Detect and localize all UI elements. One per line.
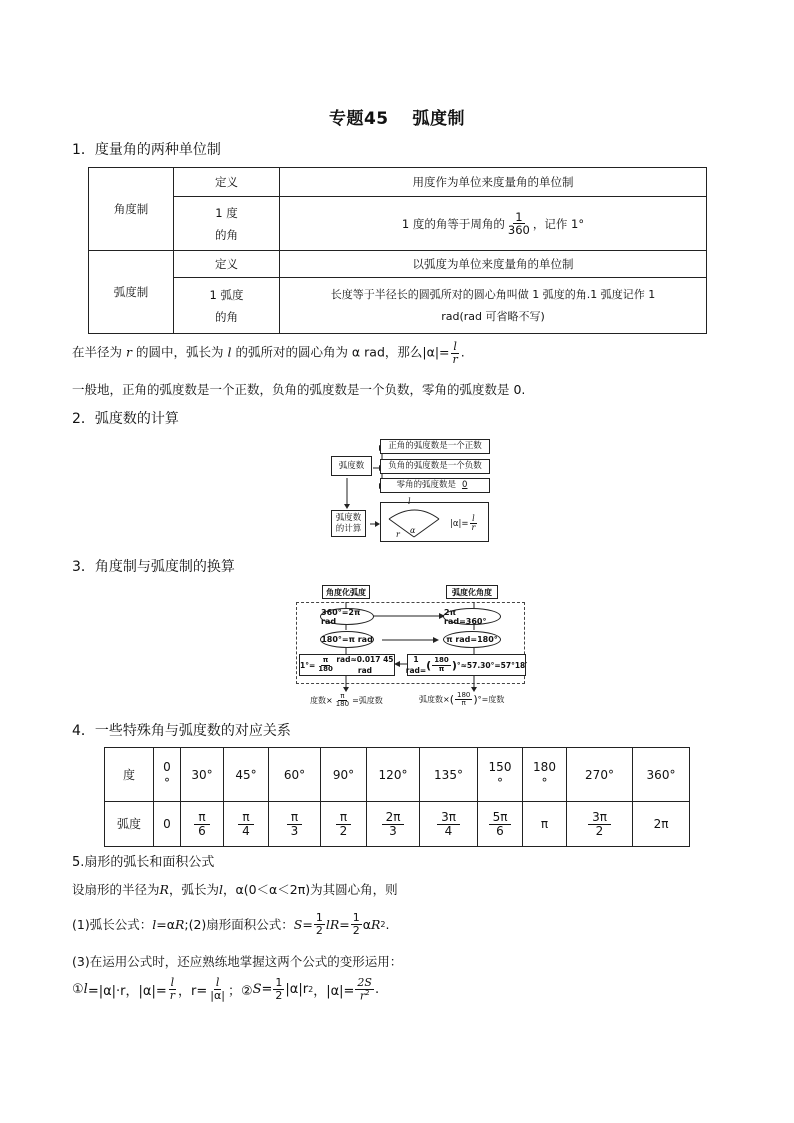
degree-def-label: 定义 xyxy=(173,167,280,197)
frac-num: 2π xyxy=(382,811,405,825)
eq-one-degree-box xyxy=(299,654,395,676)
variant-frac-1 xyxy=(168,977,177,1001)
eq-one-radian-a: 1 rad= xyxy=(405,655,427,675)
frac-den: 180 xyxy=(335,700,350,709)
formula-l: l xyxy=(152,916,157,932)
sector-icon xyxy=(383,503,443,541)
variant-c: =|α|·r，|α|= xyxy=(87,983,167,999)
formula-e: ;(2)扇形面积公式： xyxy=(184,917,294,933)
frac-num: 1 xyxy=(315,911,323,924)
eq-one-radian-b: °≈57.30°=57°18′ xyxy=(456,660,528,670)
one-degree-label-line2: 的角 xyxy=(215,227,238,242)
note-c: 的弧所对的圆心角为 α rad，那么|α|= xyxy=(235,344,450,360)
degree-to-radian-box: 角度化弧度 xyxy=(322,585,370,599)
positive-angle-box: 正角的弧度数是一个正数 xyxy=(380,439,490,454)
variant-end: . xyxy=(374,981,380,997)
variant-square: 2 xyxy=(308,984,314,994)
variant-eq: = xyxy=(261,981,273,997)
radian-def-label: 定义 xyxy=(173,250,280,278)
frac-num: l xyxy=(472,514,475,523)
intro-c: ，α(0＜α＜2π)为其圆心角，则 xyxy=(222,882,398,897)
eq-360-deg: 360°=2π rad xyxy=(320,608,374,625)
frac-den: π xyxy=(438,664,445,673)
zero-angle-box xyxy=(380,478,490,493)
left-paren-icon: ( xyxy=(426,658,432,672)
one-degree-label xyxy=(173,196,280,251)
left-paren-icon: ( xyxy=(449,693,454,707)
eq-one-radian-box xyxy=(407,654,526,676)
note-r: r xyxy=(126,344,132,360)
frac-num: π xyxy=(194,811,209,825)
deg-cell: 120° xyxy=(366,747,420,802)
calc-box xyxy=(331,510,366,537)
intro-a: 设扇形的半径为 xyxy=(72,882,160,897)
calc-box-line1: 弧度数 xyxy=(335,512,362,523)
rad-fraction xyxy=(382,811,405,837)
frac-num: 2S xyxy=(357,976,372,989)
variant-h: |α|r xyxy=(285,981,309,997)
formula-R: R xyxy=(174,916,185,932)
rad-fraction xyxy=(287,811,302,837)
rad-cell xyxy=(268,801,321,847)
eq-pi-rad: π rad=180° xyxy=(443,631,501,648)
one-degree-text-b: ，记作 1° xyxy=(532,216,585,231)
rad-fraction xyxy=(588,811,611,837)
section-4-heading: 4．一些特殊角与弧度数的对应关系 xyxy=(72,723,291,739)
one-radian-text xyxy=(279,277,707,334)
one-radian-label xyxy=(173,277,280,334)
frac-den: r xyxy=(452,352,458,366)
deg-cell: 180 ° xyxy=(522,747,567,802)
frac-den: 4 xyxy=(444,823,453,838)
rad-to-deg-formula xyxy=(419,692,504,708)
eq-180-deg: 180°=π rad xyxy=(320,631,374,648)
formula-a: (1)弧长公式： xyxy=(72,917,153,933)
frac-num: 1 xyxy=(275,976,283,990)
frac-den-square: 2 xyxy=(365,988,370,997)
rad-cell xyxy=(223,801,269,847)
frac-den: 2 xyxy=(595,823,604,838)
formula-S: S xyxy=(293,916,303,932)
rad-cell: 0 xyxy=(153,801,181,847)
deg-to-rad-a: 度数× xyxy=(310,696,333,706)
zero-angle-value: 0 xyxy=(462,480,468,490)
section-1-heading: 1．度量角的两种单位制 xyxy=(72,142,221,158)
deg-cell: 360° xyxy=(632,747,690,802)
note-end: . xyxy=(460,344,465,360)
formula-R2: R xyxy=(371,916,381,932)
intro-b: ，弧长为 xyxy=(168,882,219,897)
formula-eq2: = xyxy=(339,916,350,932)
frac-den: 3 xyxy=(389,823,397,838)
sector-formula-fraction xyxy=(469,515,477,533)
rad-fraction xyxy=(336,811,351,837)
deg-cell: 45° xyxy=(223,747,269,802)
formula-usage-note: (3)在运用公式时，还应熟练地掌握这两个公式的变形运用： xyxy=(72,954,403,969)
one-degree-text xyxy=(279,196,707,251)
radian-box: 弧度数 xyxy=(331,456,372,476)
frac-den: 2 xyxy=(315,923,323,937)
section-3-heading: 3．角度制与弧度制的换算 xyxy=(72,559,235,575)
eq-one-radian-frac xyxy=(432,657,451,673)
sector-intro xyxy=(72,880,398,898)
rad-cell xyxy=(320,801,367,847)
calc-box-line2: 的计算 xyxy=(335,523,362,534)
frac-num: 1 xyxy=(352,911,360,924)
rad-cell xyxy=(419,801,478,847)
frac-num: 180 xyxy=(434,656,449,665)
deg-to-rad-b: =弧度数 xyxy=(352,696,383,706)
frac-den: π xyxy=(461,699,466,708)
deg-to-rad-formula xyxy=(310,693,383,709)
one-radian-label-line1: 1 弧度 xyxy=(209,287,244,302)
deg-cell: 0 ° xyxy=(153,747,181,802)
formula-c: =α xyxy=(156,916,175,932)
eq-one-degree-frac xyxy=(316,657,335,673)
frac-den: 3 xyxy=(290,823,299,838)
rad-to-deg-a: 弧度数× xyxy=(419,695,450,705)
frac-den-r: r xyxy=(359,989,366,1003)
frac-num: 1 xyxy=(515,209,523,224)
degree-system-label: 角度制 xyxy=(88,167,174,251)
variant-frac-2 xyxy=(208,977,227,1001)
frac-num: π xyxy=(287,811,302,825)
rad-cell xyxy=(477,801,523,847)
zero-angle-text: 零角的弧度数是 xyxy=(396,480,457,490)
one-degree-label-line1: 1 度 xyxy=(215,205,238,220)
page-title: 专题45 弧度制 xyxy=(328,109,466,129)
one-radian-text-line2: rad(rad 可省略不写) xyxy=(441,309,545,323)
formula-alpha: α xyxy=(362,916,371,932)
frac-den: 2 xyxy=(352,923,360,937)
frac-den: 6 xyxy=(198,823,206,838)
frac-num: π xyxy=(238,811,253,825)
formula-lR: lR xyxy=(325,916,340,932)
variant-e: ；② xyxy=(227,983,253,999)
variant-l: l xyxy=(83,981,88,997)
rad-fraction xyxy=(489,811,512,837)
deg-cell: 90° xyxy=(320,747,367,802)
deg-cell: 30° xyxy=(180,747,224,802)
general-note: 一般地，正角的弧度数是一个正数，负角的弧度数是一个负数，零角的弧度数是 0. xyxy=(72,382,526,397)
one-radian-label-line2: 的角 xyxy=(215,309,238,324)
formula-half-2 xyxy=(351,912,362,936)
frac-den: 2 xyxy=(275,988,283,1002)
rad-to-deg-b: °=度数 xyxy=(477,695,505,705)
frac-den: 4 xyxy=(242,823,250,838)
eq-2pi-rad: 2π rad=360° xyxy=(443,608,501,625)
frac-den: r xyxy=(471,523,476,533)
frac-num: l xyxy=(453,340,457,353)
negative-angle-box: 负角的弧度数是一个负数 xyxy=(380,459,490,474)
radian-to-degree-box: 弧度化角度 xyxy=(446,585,498,599)
frac-num: 180 xyxy=(457,691,471,699)
radian-row-label: 弧度 xyxy=(104,801,154,847)
frac-den: r xyxy=(169,988,176,1002)
formula-square: 2 xyxy=(380,919,386,929)
sector-formula xyxy=(450,515,478,533)
formula-variants xyxy=(72,977,379,1002)
note-fraction xyxy=(451,341,460,365)
variant-a: ① xyxy=(72,981,84,997)
formula-half xyxy=(314,912,325,936)
intro-R: R xyxy=(159,882,169,897)
frac-num: π xyxy=(336,811,351,825)
rad-cell: π xyxy=(522,801,567,847)
frac-num: π xyxy=(322,656,329,665)
degree-row-label: 度 xyxy=(104,747,154,802)
variant-frac-4 xyxy=(355,977,374,1002)
section-5-heading: 5.扇形的弧长和面积公式 xyxy=(72,855,215,870)
sector-formulas xyxy=(72,912,390,936)
frac-den: 360 xyxy=(507,223,530,237)
one-degree-fraction xyxy=(506,211,532,236)
frac-num: 5π xyxy=(489,811,512,825)
frac-den: |α| xyxy=(210,988,225,1002)
variant-i: ，|α|= xyxy=(313,983,355,999)
radian-system-label: 弧度制 xyxy=(88,250,174,334)
variant-S: S xyxy=(252,981,262,997)
frac-num: 3π xyxy=(588,811,611,825)
deg-cell: 135° xyxy=(419,747,478,802)
deg-cell: 270° xyxy=(566,747,633,802)
rad-cell xyxy=(180,801,224,847)
note-a: 在半径为 xyxy=(72,344,123,360)
frac-num: l xyxy=(215,976,220,990)
variant-frac-3 xyxy=(273,977,284,1001)
rad-cell xyxy=(366,801,420,847)
right-paren-icon: ) xyxy=(451,658,457,672)
eq-one-degree-a: 1°= xyxy=(300,660,316,670)
formula-end: . xyxy=(385,916,390,932)
sector-alpha-label: α xyxy=(410,526,416,535)
radius-note xyxy=(72,341,465,365)
degree-def-text: 用度作为单位来度量角的单位制 xyxy=(279,167,707,197)
rad-to-deg-frac xyxy=(455,692,472,708)
frac-num: 3π xyxy=(437,811,460,825)
variant-d: ，r= xyxy=(178,983,208,999)
frac-den: 6 xyxy=(496,823,504,838)
frac-den: 2 xyxy=(339,823,348,838)
rad-fraction xyxy=(194,811,209,837)
deg-to-rad-frac xyxy=(334,693,351,709)
sector-r-label: r xyxy=(396,530,400,539)
frac-den xyxy=(358,990,372,1002)
sector-l-label: l xyxy=(408,497,411,506)
deg-cell: 150 ° xyxy=(477,747,523,802)
eq-one-degree-b: rad≈0.017 45 rad xyxy=(336,655,394,675)
right-paren-icon: ) xyxy=(473,693,478,707)
section-2-heading: 2．弧度数的计算 xyxy=(72,411,179,427)
frac-num: π xyxy=(340,692,345,700)
formula-eq: = xyxy=(302,916,313,932)
frac-num: l xyxy=(170,976,175,990)
rad-fraction xyxy=(238,811,253,837)
note-b: 的圆中，弧长为 xyxy=(135,344,224,360)
rad-cell: 2π xyxy=(632,801,690,847)
frac-den: 180 xyxy=(318,664,333,673)
rad-fraction xyxy=(437,811,460,837)
rad-cell xyxy=(566,801,633,847)
one-radian-text-line1: 长度等于半径长的圆弧所对的圆心角叫做 1 弧度的角.1 弧度记作 1 xyxy=(330,287,656,301)
intro-l: l xyxy=(218,882,223,897)
deg-cell: 60° xyxy=(268,747,321,802)
radian-def-text: 以弧度为单位来度量角的单位制 xyxy=(279,250,707,278)
note-l: l xyxy=(227,344,232,360)
sector-formula-text: |α|= xyxy=(450,518,469,529)
one-degree-text-a: 1 度的角等于周角的 xyxy=(401,216,505,231)
